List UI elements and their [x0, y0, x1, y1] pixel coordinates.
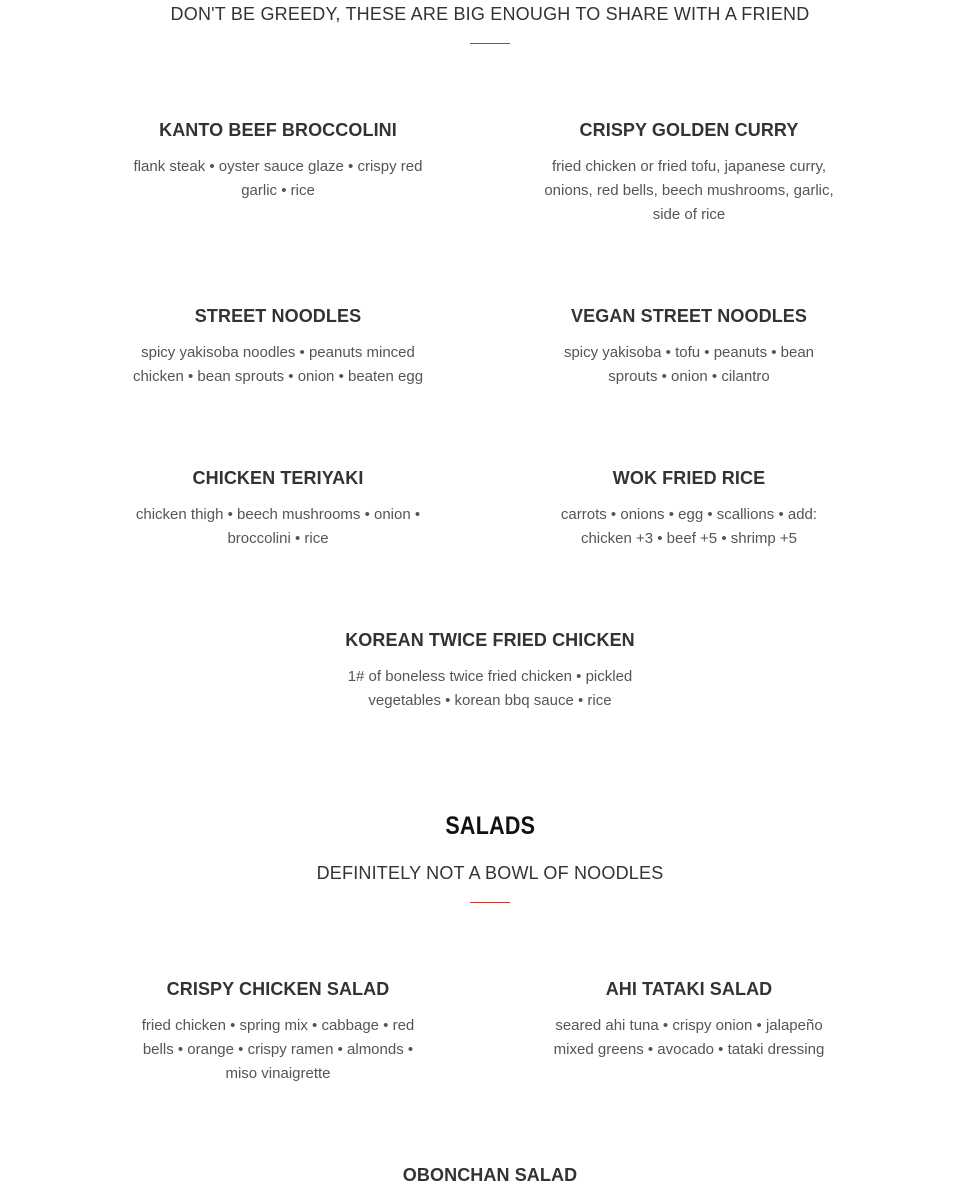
menu-item-description: fried chicken • spring mix • cabbage • red bells • orange • crispy ramen • almonds • miso vinaigrette — [141, 1017, 415, 1082]
menu-item — [340, 630, 640, 713]
menu-item-name: CRISPY CHICKEN SALAD — [166, 979, 390, 999]
menu-item-description: 1# of boneless twice fried chicken • pickled vegetables • korean bbq sauce • rice — [347, 668, 633, 709]
menu-item — [340, 1165, 640, 1186]
menu-item-name: STREET NOODLES — [194, 306, 362, 326]
menu-item — [539, 979, 839, 1062]
menu-item-name: KANTO BEEF BROCCOLINI — [159, 120, 397, 140]
menu-item — [128, 120, 428, 203]
menu-item — [539, 468, 839, 551]
salads-divider — [470, 902, 510, 903]
menu-item-description: spicy yakisoba noodles • peanuts minced chicken • bean sprouts • onion • beaten egg — [132, 344, 424, 385]
entrees-divider — [470, 43, 510, 44]
menu-item — [128, 306, 428, 389]
salads-subtitle: DEFINITELY NOT A BOWL OF NOODLES — [316, 863, 664, 883]
menu-item-description: flank steak • oyster sauce glaze • crispy red garlic • rice — [133, 158, 423, 199]
menu-item-description: seared ahi tuna • crispy onion • jalapeño mixed greens • avocado • tataki dressing — [553, 1017, 825, 1058]
menu-item — [539, 306, 839, 389]
menu-item-description: chicken thigh • beech mushrooms • onion • broccolini • rice — [135, 506, 421, 547]
menu-item — [128, 979, 428, 1086]
menu-item-description: carrots • onions • egg • scallions • add: chicken +3 • beef +5 • shrimp +5 — [560, 506, 818, 547]
menu-item-name: AHI TATAKI SALAD — [605, 979, 773, 999]
salads-title-wrap — [0, 812, 965, 841]
salads-title: SALADS — [445, 812, 535, 840]
entrees-subtitle: DON'T BE GREEDY, THESE ARE BIG ENOUGH TO SHARE WITH A FRIEND — [170, 4, 810, 24]
menu-item — [128, 468, 428, 551]
menu-item-name: CRISPY GOLDEN CURRY — [579, 120, 799, 140]
menu-item-name: CHICKEN TERIYAKI — [192, 468, 364, 488]
menu-item-name: WOK FRIED RICE — [612, 468, 766, 488]
menu-item-name: OBONCHAN SALAD — [402, 1165, 578, 1185]
menu-item-name: VEGAN STREET NOODLES — [570, 306, 808, 326]
menu-item-description: spicy yakisoba • tofu • peanuts • bean sprouts • onion • cilantro — [563, 344, 815, 385]
menu-item — [539, 120, 839, 227]
menu-item-name: KOREAN TWICE FRIED CHICKEN — [345, 630, 635, 650]
menu-item-description: fried chicken or fried tofu, japanese curry, onions, red bells, beech mushrooms, garlic, side of rice — [544, 158, 834, 223]
